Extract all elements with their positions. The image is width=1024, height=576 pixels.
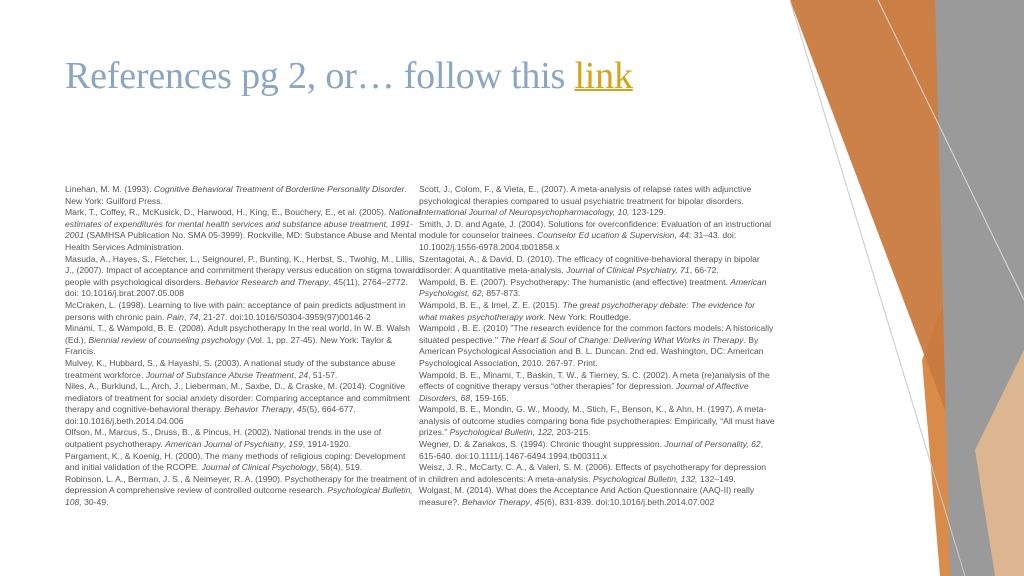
slide-title <box>65 54 633 98</box>
reference-entry: Niles, A., Burklund, L., Arch, J., Lieberman, M., Saxbe, D., & Craske, M. (2014). Cognitive mediators of treatment for social anxiety disorder: Comparing acceptance and commitment therapy and cognitive-behavioral therapy. Behavior Therapy, 45(5), 664-677. doi:10.1016/j.beth.2014.04.006 <box>65 381 410 426</box>
reference-entry: Olfson, M., Marcus, S., Druss, B., & Pincus, H. (2002). National trends in the use of outpatient psychotherapy. American Journal of Psychiatry, 159, 1914-1920. <box>65 427 382 450</box>
reference-entry: Smith, J. D. and Agate, J. (2004). Solutions for overconfidence: Evaluation of an instructional module for counselor trainees. Counselor Ed ucation & Supervision, 44: 31–43. doi: 10.1002/j.1556-6978.2004.tb01858.x <box>419 218 772 252</box>
slide-title-text: References pg 2, or… follow this <box>65 55 575 97</box>
reference-entry: Wampold, B. E. (2007). Psychotherapy: The humanistic (and effective) treatment. American Psychologist, 62, 857-873. <box>419 276 767 299</box>
reference-entry: Wampold, B. E., Minami, T., Baskin, T. W., & Tierney, S. C. (2002). A meta (re)analysis of the effects of cognitive therapy versus “other therapies” for depression. Journal of Affective Disorders, 68, 159-165. <box>419 369 770 403</box>
references-column-left <box>65 184 421 509</box>
reference-entry: Minami, T., & Wampold, B. E. (2008). Adult psychotherapy In the real world. In W. B. Walsh (Ed.), Biennial review of counseling psychology (Vol. 1, pp. 27-45). New York: Taylor & Francis. <box>65 323 411 357</box>
reference-entry: Wampold, B. E., Mondin, G. W., Moody, M., Stich, F., Benson, K., & Ahn, H. (1997). A meta-analysis of outcome studies comparing bona fide psychotherapies: Empirically, “All must have prizes.” Psychological Bulletin, 122, 203-215. <box>419 404 775 438</box>
reference-entry: Wegner, D. & Zanakos, S. (1994). Chronic thought suppression. Journal of Personality, 62, 615-640. doi:10.1111/j.1467-6494.1994.tb00311.x <box>419 439 764 461</box>
reference-entry: Wampold , B. E. (2010) "The research evidence for the common factors models: A historically situated pespective." The Heart & Soul of Change: Delivering What Works in Therapy. By American Psychological Association and B. L. Duncan. 2nd ed. Washington, DC: American Psychological Association, 2010. 267-97. Print. <box>419 323 774 368</box>
reference-entry: Wampold, B. E., & Imel, Z. E. (2015). The great psychotherapy debate: The evidence for what makes psychotherapy work. New York: Routledge. <box>419 299 755 322</box>
reference-entry: Pargament, K., & Koenig, H. (2000). The many methods of religious coping: Development and initial validation of the RCOPE. Journal of Clinical Psychology, 56(4), 519. <box>65 450 406 473</box>
reference-entry: Wolgast, M. (2014). What does the Acceptance And Action Questionnaire (AAQ-II) really measure?. Behavior Therapy, 45(6), 831-839. doi:10.1016/j.beth.2014.07.002 <box>419 485 755 508</box>
reference-entry: Mulvey, K., Hubbard, S., & Hayashi, S. (2003). A national study of the substance abuse treatment workforce. Journal of Substance Abuse Treatment, 24, 51-57. <box>65 357 396 380</box>
references-column-right <box>419 184 775 509</box>
title-link[interactable]: link <box>574 55 633 97</box>
reference-entry: McCraken, L. (1998). Learning to live with pain: acceptance of pain predicts adjustment in persons with chronic pain. Pain, 74, 21-27. doi:10.1016/S0304-3959(97)00146-2 <box>65 299 406 322</box>
reference-entry: Weisz, J. R., McCarty, C. A., & Valeri, S. M. (2006). Effects of psychotherapy for depression in children and adolescents: A meta-analysis. Psychological Bulletin, 132, 132–149. <box>419 462 767 484</box>
reference-entry: Mark, T., Coffey, R., McKusick, D., Harwood, H., King, E., Bouchery, E., et al. (2005). National estimates of expenditures for mental health services and substance abuse treatment, 1991-2001 (SAMHSA Publication No. SMA 05-3999). Rockville, MD: Substance Abuse and Mental Health Services Administration. <box>65 207 421 252</box>
reference-entry: Szentagotai, A., & David, D. (2010). The efficacy of cognitive-behavioral therapy in bipolar disorder: A quantitative meta-analysis. Journal of Clinical Psychiatry, 71, 66-72. <box>419 253 760 276</box>
reference-entry: Scott, J., Colom, F., & Vieta, E., (2007). A meta-analysis of relapse rates with adjunctive psychological therapies compared to usual psychiatric treatment for bipolar disorders. International Journal of Neuropsychopharmacology, 10, 123-129. <box>419 184 752 218</box>
reference-entry: Masuda, A., Hayes, S., Fletcher, L., Seignourel, P., Bunting, K., Herbst, S., Twohig, M., Lillis, J., (2007). Impact of acceptance and commitment therapy versus education on stigma toward people with psychological disorders. Behavior Research and Therapy, 45(11), 2764–2772. doi: 10.1016/j.brat.2007.05.008 <box>65 253 420 299</box>
reference-entry: Robinson, L. A., Berman, J. S., & Neimeyer, R. A. (1990). Psychotherapy for the treatment of depression A comprehensive review of controlled outcome research. Psychological Bulletin, 108, 30-49. <box>65 473 417 508</box>
reference-entry: Linehan, M. M. (1993). Cognitive Behavioral Treatment of Borderline Personality Disorder. New York: Guilford Press. <box>65 184 407 206</box>
